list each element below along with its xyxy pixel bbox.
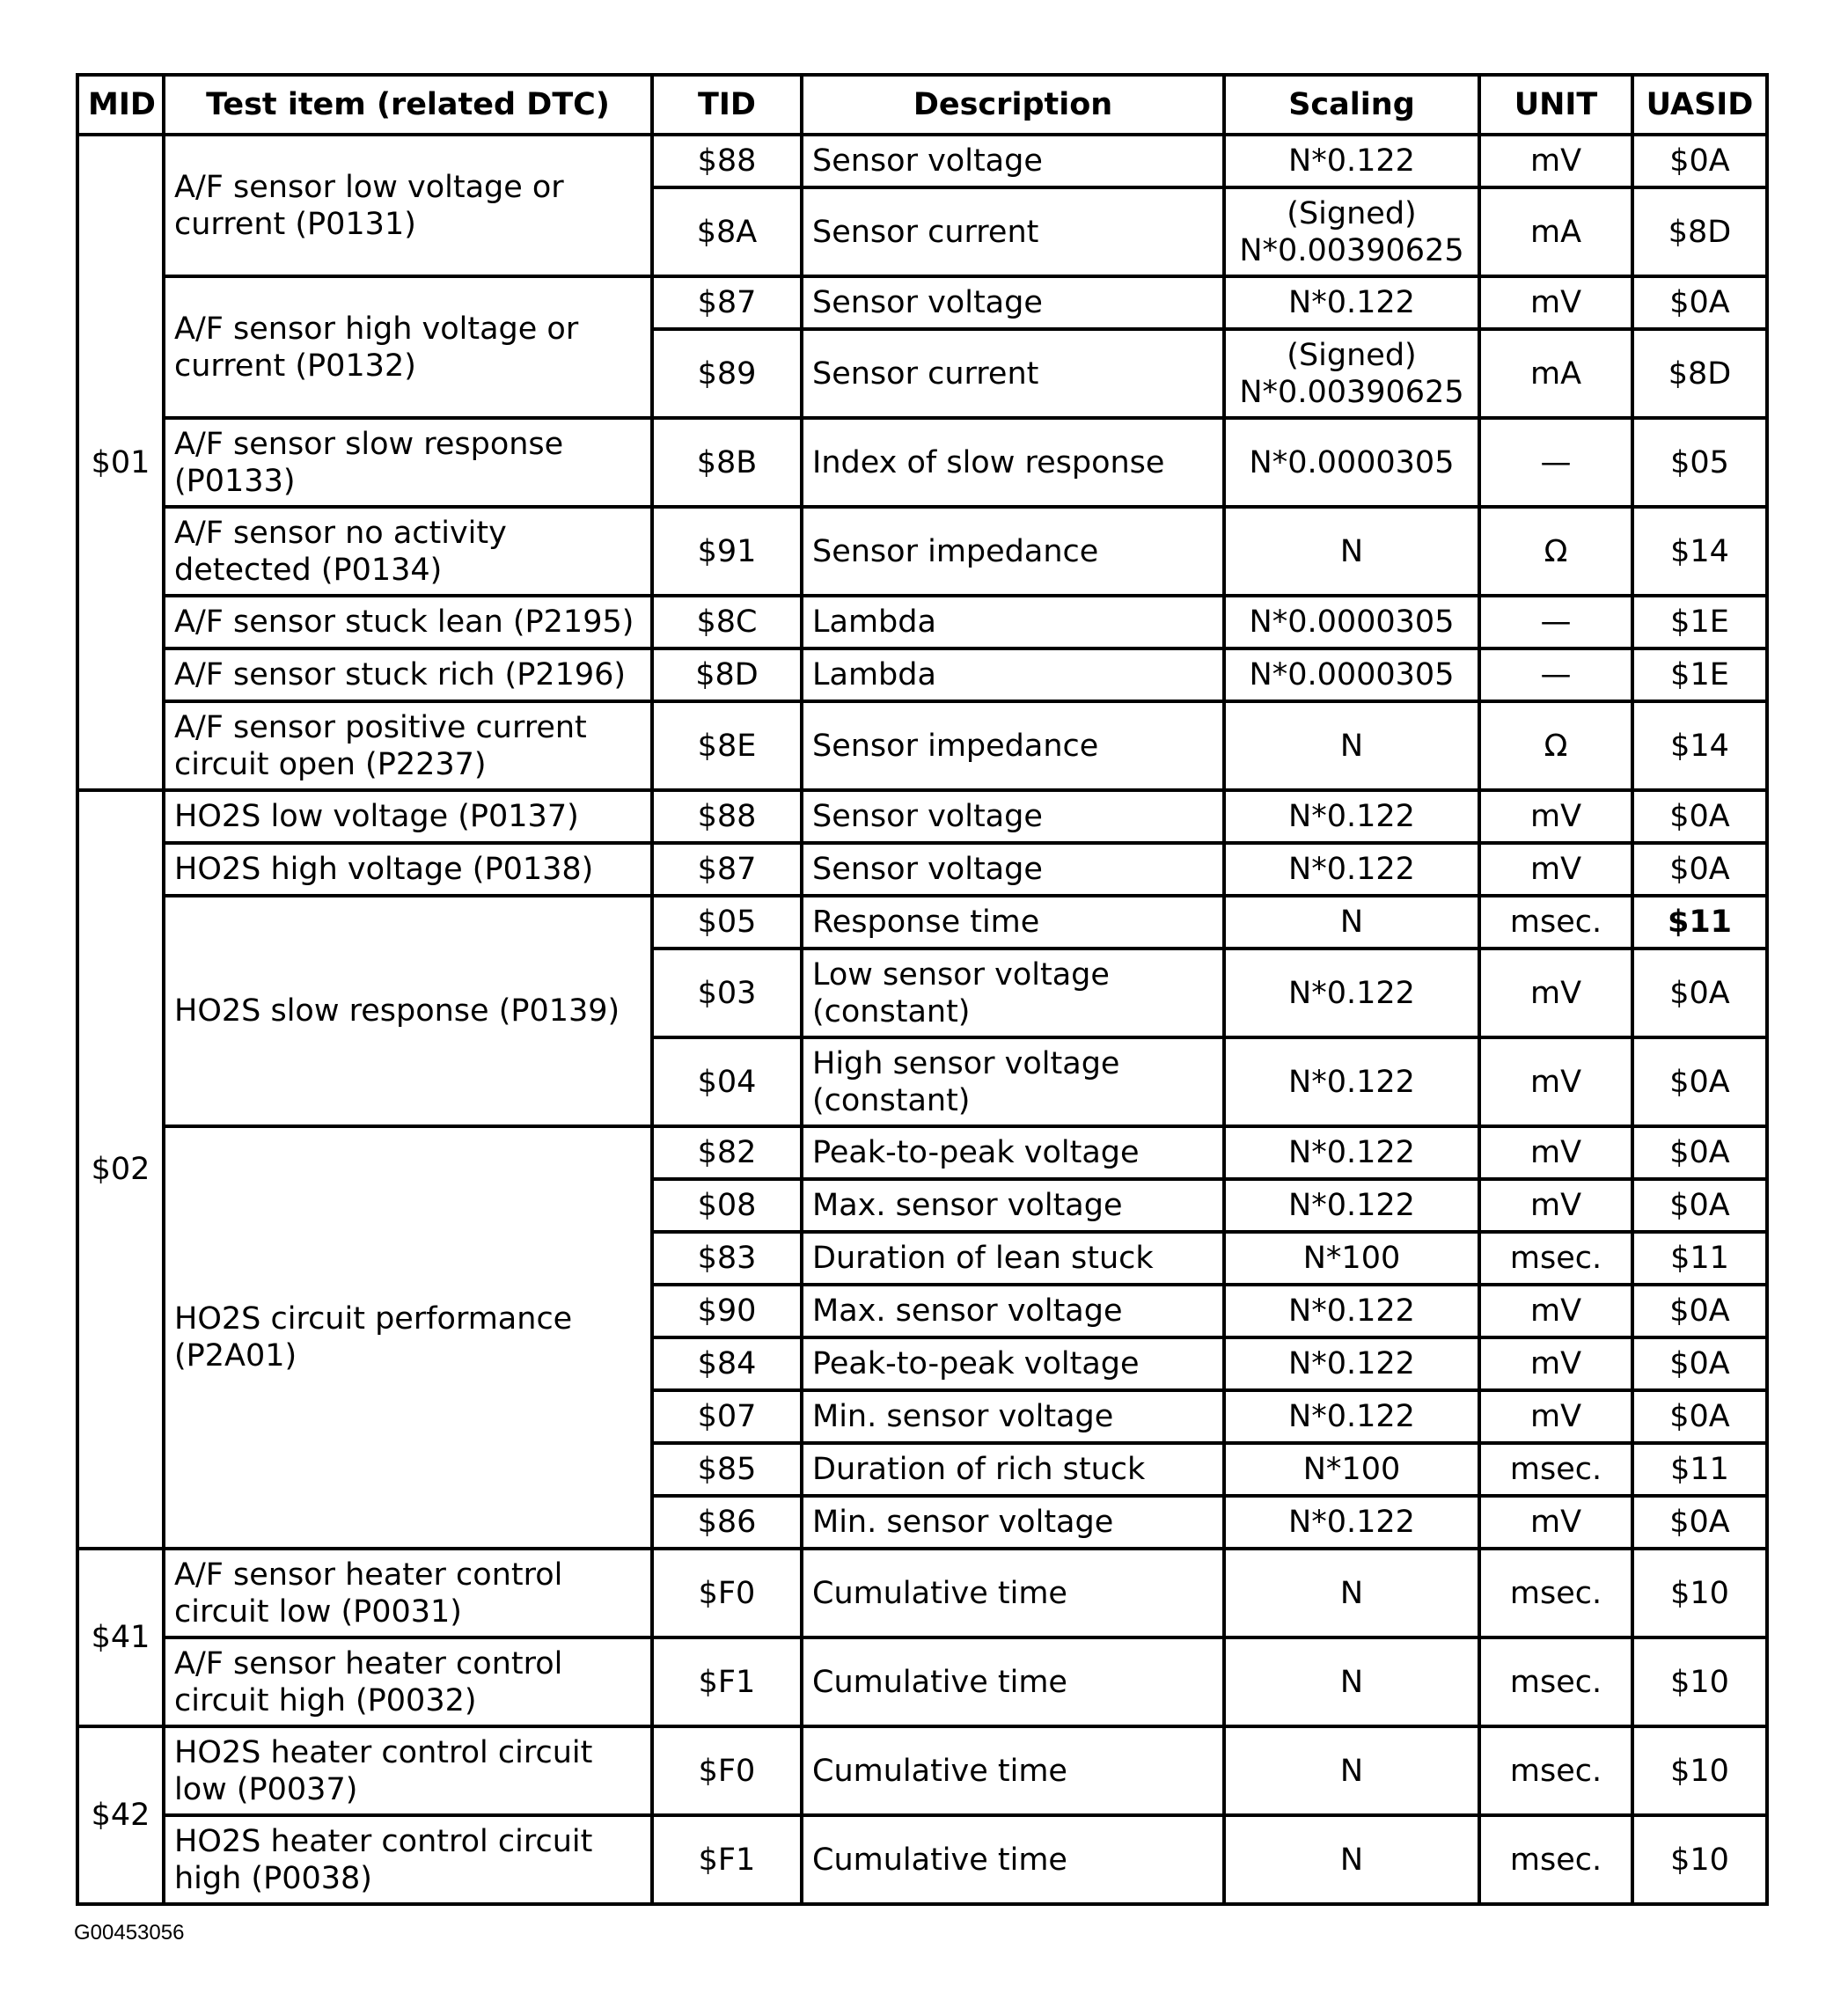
description-cell: Duration of lean stuck — [802, 1232, 1224, 1285]
tid-cell: $F1 — [652, 1637, 802, 1726]
tid-cell: $8C — [652, 596, 802, 648]
tid-cell: $85 — [652, 1443, 802, 1496]
scaling-cell: N*100 — [1224, 1443, 1479, 1496]
figure-id: G00453056 — [74, 1921, 185, 1945]
description-cell: Min. sensor voltage — [802, 1390, 1224, 1443]
description-cell: Response time — [802, 896, 1224, 949]
scaling-cell: N — [1224, 507, 1479, 596]
tid-cell: $F0 — [652, 1726, 802, 1815]
uasid-cell: $11 — [1632, 1443, 1767, 1496]
description-cell: Sensor impedance — [802, 507, 1224, 596]
unit-cell: mV — [1479, 1390, 1632, 1443]
description-cell: Sensor current — [802, 329, 1224, 418]
description-cell: Cumulative time — [802, 1726, 1224, 1815]
uasid-cell: $14 — [1632, 507, 1767, 596]
unit-cell: mV — [1479, 276, 1632, 329]
test-item-cell: A/F sensor heater control circuit high (P0032) — [164, 1637, 652, 1726]
unit-cell: msec. — [1479, 1232, 1632, 1285]
unit-cell: msec. — [1479, 896, 1632, 949]
description-cell: Sensor impedance — [802, 701, 1224, 790]
unit-cell: msec. — [1479, 1726, 1632, 1815]
test-item-cell: A/F sensor heater control circuit low (P0031) — [164, 1549, 652, 1637]
uasid-cell: $0A — [1632, 1496, 1767, 1549]
header-mid: MID — [77, 75, 164, 135]
scaling-cell: N*0.122 — [1224, 135, 1479, 187]
description-cell: Peak-to-peak voltage — [802, 1126, 1224, 1179]
unit-cell: Ω — [1479, 507, 1632, 596]
tid-cell: $8D — [652, 648, 802, 701]
header-row — [77, 75, 1767, 135]
scaling-cell: N*0.122 — [1224, 843, 1479, 896]
unit-cell: msec. — [1479, 1549, 1632, 1637]
description-cell: Lambda — [802, 596, 1224, 648]
table-row — [77, 896, 1767, 949]
description-cell: Peak-to-peak voltage — [802, 1337, 1224, 1390]
unit-cell: mV — [1479, 135, 1632, 187]
uasid-cell: $10 — [1632, 1726, 1767, 1815]
table-row — [77, 596, 1767, 648]
unit-cell: — — [1479, 418, 1632, 507]
scaling-cell: N — [1224, 1726, 1479, 1815]
mid-cell: $41 — [77, 1549, 164, 1726]
table-row — [77, 1815, 1767, 1904]
header-description: Description — [802, 75, 1224, 135]
uasid-cell: $05 — [1632, 418, 1767, 507]
test-item-cell: HO2S low voltage (P0137) — [164, 790, 652, 843]
uasid-cell: $8D — [1632, 329, 1767, 418]
tid-cell: $89 — [652, 329, 802, 418]
tid-cell: $8E — [652, 701, 802, 790]
header-test-item: Test item (related DTC) — [164, 75, 652, 135]
scaling-cell: N — [1224, 896, 1479, 949]
tid-cell: $84 — [652, 1337, 802, 1390]
scaling-cell: N*0.122 — [1224, 1337, 1479, 1390]
table-row — [77, 1126, 1767, 1179]
unit-cell: mA — [1479, 187, 1632, 276]
mid-cell: $02 — [77, 790, 164, 1549]
test-item-cell: A/F sensor slow response (P0133) — [164, 418, 652, 507]
tid-cell: $08 — [652, 1179, 802, 1232]
tid-cell: $82 — [652, 1126, 802, 1179]
uasid-cell: $0A — [1632, 1337, 1767, 1390]
header-uasid: UASID — [1632, 75, 1767, 135]
scaling-cell: N — [1224, 701, 1479, 790]
test-item-cell: A/F sensor low voltage or current (P0131) — [164, 135, 652, 276]
uasid-cell: $10 — [1632, 1637, 1767, 1726]
description-cell: Lambda — [802, 648, 1224, 701]
unit-cell: mV — [1479, 949, 1632, 1037]
tid-cell: $88 — [652, 790, 802, 843]
unit-cell: mV — [1479, 1337, 1632, 1390]
tid-cell: $83 — [652, 1232, 802, 1285]
unit-cell: mV — [1479, 790, 1632, 843]
scaling-cell: N — [1224, 1815, 1479, 1904]
unit-cell: msec. — [1479, 1443, 1632, 1496]
scaling-cell: (Signed) N*0.00390625 — [1224, 187, 1479, 276]
uasid-cell: $0A — [1632, 1285, 1767, 1337]
table-row — [77, 507, 1767, 596]
tid-cell: $86 — [652, 1496, 802, 1549]
description-cell: High sensor voltage (constant) — [802, 1037, 1224, 1126]
uasid-cell: $0A — [1632, 1037, 1767, 1126]
description-cell: Cumulative time — [802, 1637, 1224, 1726]
unit-cell: msec. — [1479, 1637, 1632, 1726]
scaling-cell: N*100 — [1224, 1232, 1479, 1285]
description-cell: Sensor voltage — [802, 135, 1224, 187]
tid-cell: $8B — [652, 418, 802, 507]
scaling-cell: N*0.122 — [1224, 276, 1479, 329]
scaling-cell: N*0.122 — [1224, 1126, 1479, 1179]
tid-cell: $8A — [652, 187, 802, 276]
description-cell: Cumulative time — [802, 1549, 1224, 1637]
unit-cell: mA — [1479, 329, 1632, 418]
scaling-cell: N*0.0000305 — [1224, 418, 1479, 507]
description-cell: Cumulative time — [802, 1815, 1224, 1904]
uasid-cell: $1E — [1632, 648, 1767, 701]
tid-cell: $88 — [652, 135, 802, 187]
scaling-cell: N*0.0000305 — [1224, 648, 1479, 701]
description-cell: Sensor current — [802, 187, 1224, 276]
test-item-cell: HO2S heater control circuit high (P0038) — [164, 1815, 652, 1904]
table-row — [77, 843, 1767, 896]
mid-cell: $42 — [77, 1726, 164, 1904]
tid-cell: $05 — [652, 896, 802, 949]
unit-cell: msec. — [1479, 1815, 1632, 1904]
scaling-cell: (Signed) N*0.00390625 — [1224, 329, 1479, 418]
uasid-cell: $1E — [1632, 596, 1767, 648]
uasid-cell: $0A — [1632, 276, 1767, 329]
description-cell: Index of slow response — [802, 418, 1224, 507]
unit-cell: mV — [1479, 1179, 1632, 1232]
tid-cell: $87 — [652, 843, 802, 896]
description-cell: Low sensor voltage (constant) — [802, 949, 1224, 1037]
uasid-cell: $14 — [1632, 701, 1767, 790]
test-item-cell: HO2S high voltage (P0138) — [164, 843, 652, 896]
tid-cell: $04 — [652, 1037, 802, 1126]
unit-cell: mV — [1479, 1037, 1632, 1126]
description-cell: Max. sensor voltage — [802, 1179, 1224, 1232]
uasid-cell: $11 — [1632, 896, 1767, 949]
scaling-cell: N*0.122 — [1224, 1179, 1479, 1232]
uasid-cell: $8D — [1632, 187, 1767, 276]
uasid-cell: $10 — [1632, 1549, 1767, 1637]
tid-cell: $87 — [652, 276, 802, 329]
unit-cell: — — [1479, 596, 1632, 648]
scaling-cell: N*0.122 — [1224, 1285, 1479, 1337]
table-row — [77, 1549, 1767, 1637]
header-scaling: Scaling — [1224, 75, 1479, 135]
scaling-cell: N*0.122 — [1224, 790, 1479, 843]
description-cell: Sensor voltage — [802, 843, 1224, 896]
unit-cell: — — [1479, 648, 1632, 701]
test-item-cell: HO2S circuit performance (P2A01) — [164, 1126, 652, 1549]
table-row — [77, 648, 1767, 701]
unit-cell: mV — [1479, 1126, 1632, 1179]
test-item-cell: HO2S slow response (P0139) — [164, 896, 652, 1126]
tid-cell: $07 — [652, 1390, 802, 1443]
mid-cell: $01 — [77, 135, 164, 790]
unit-cell: mV — [1479, 843, 1632, 896]
uasid-cell: $10 — [1632, 1815, 1767, 1904]
unit-cell: Ω — [1479, 701, 1632, 790]
uasid-cell: $0A — [1632, 843, 1767, 896]
scaling-cell: N — [1224, 1637, 1479, 1726]
test-item-cell: A/F sensor stuck lean (P2195) — [164, 596, 652, 648]
tid-cell: $F1 — [652, 1815, 802, 1904]
tid-cell: $F0 — [652, 1549, 802, 1637]
uasid-cell: $0A — [1632, 135, 1767, 187]
description-cell: Min. sensor voltage — [802, 1496, 1224, 1549]
unit-cell: mV — [1479, 1496, 1632, 1549]
scaling-cell: N — [1224, 1549, 1479, 1637]
header-tid: TID — [652, 75, 802, 135]
table-row — [77, 135, 1767, 187]
uasid-cell: $0A — [1632, 1179, 1767, 1232]
table-row — [77, 701, 1767, 790]
scaling-cell: N*0.122 — [1224, 1390, 1479, 1443]
description-cell: Sensor voltage — [802, 790, 1224, 843]
test-item-cell: HO2S heater control circuit low (P0037) — [164, 1726, 652, 1815]
table-row — [77, 418, 1767, 507]
scaling-cell: N*0.122 — [1224, 1037, 1479, 1126]
description-cell: Duration of rich stuck — [802, 1443, 1224, 1496]
table-row — [77, 276, 1767, 329]
scaling-cell: N*0.122 — [1224, 1496, 1479, 1549]
scaling-cell: N*0.0000305 — [1224, 596, 1479, 648]
obd-monitor-test-table — [76, 73, 1769, 1906]
table-row — [77, 790, 1767, 843]
description-cell: Sensor voltage — [802, 276, 1224, 329]
test-item-cell: A/F sensor stuck rich (P2196) — [164, 648, 652, 701]
test-item-cell: A/F sensor no activity detected (P0134) — [164, 507, 652, 596]
uasid-cell: $0A — [1632, 1126, 1767, 1179]
tid-cell: $90 — [652, 1285, 802, 1337]
uasid-cell: $0A — [1632, 949, 1767, 1037]
test-item-cell: A/F sensor high voltage or current (P0132) — [164, 276, 652, 418]
header-unit: UNIT — [1479, 75, 1632, 135]
uasid-cell: $0A — [1632, 790, 1767, 843]
tid-cell: $03 — [652, 949, 802, 1037]
scaling-cell: N*0.122 — [1224, 949, 1479, 1037]
table-row — [77, 1726, 1767, 1815]
uasid-cell: $0A — [1632, 1390, 1767, 1443]
tid-cell: $91 — [652, 507, 802, 596]
description-cell: Max. sensor voltage — [802, 1285, 1224, 1337]
table-row — [77, 1637, 1767, 1726]
unit-cell: mV — [1479, 1285, 1632, 1337]
uasid-cell: $11 — [1632, 1232, 1767, 1285]
test-item-cell: A/F sensor positive current circuit open (P2237) — [164, 701, 652, 790]
